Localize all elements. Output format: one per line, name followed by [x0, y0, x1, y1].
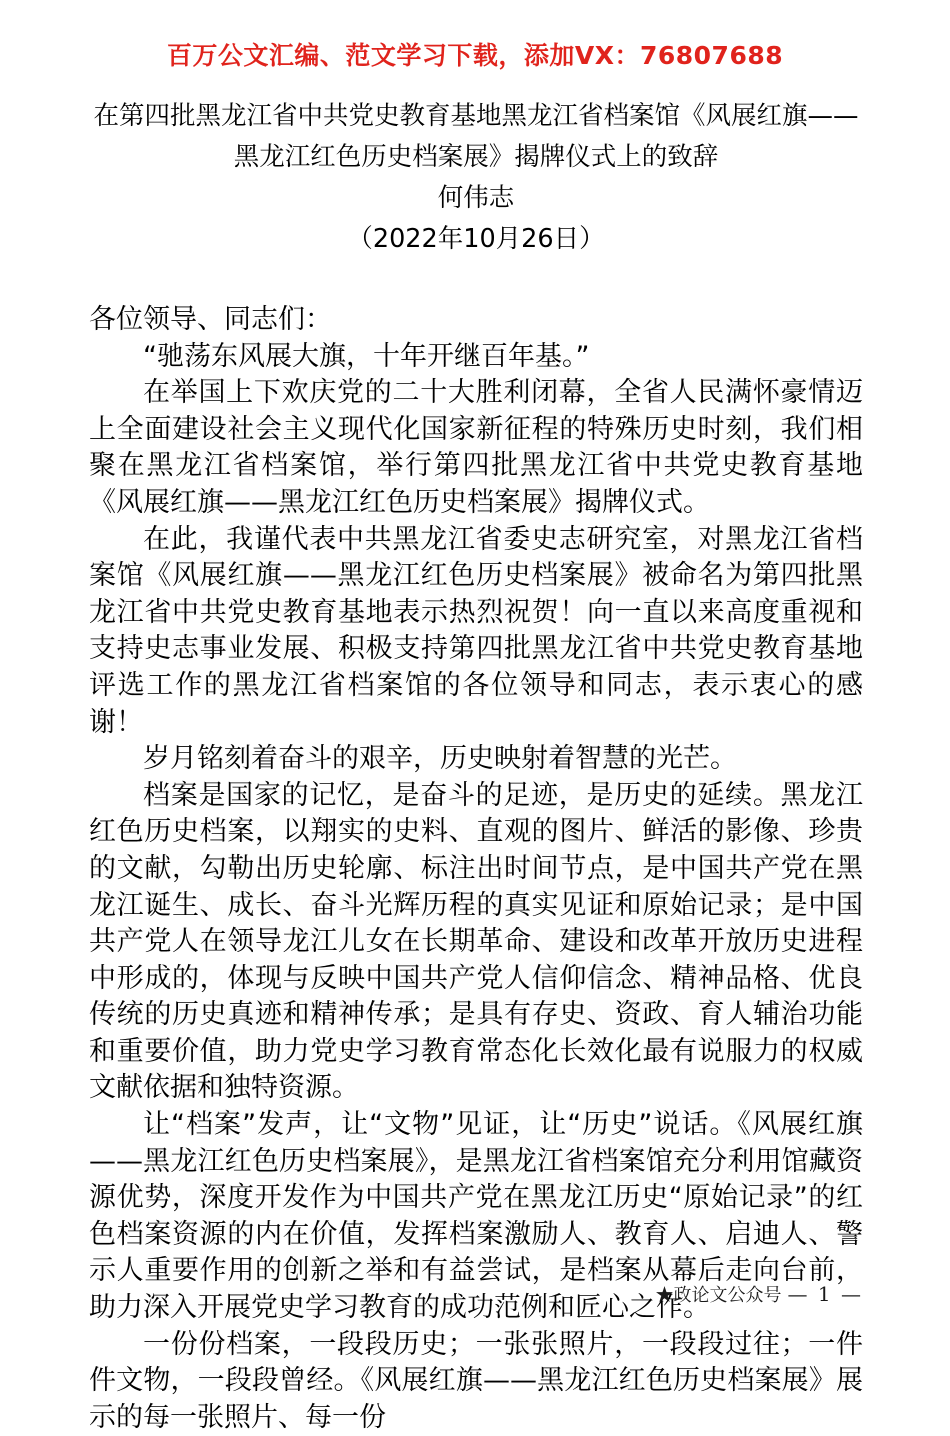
document-content [89, 96, 863, 1436]
footer-watermark: ★政论文公众号 [655, 1285, 782, 1306]
paragraph: 岁月铭刻着奋斗的艰辛，历史映射着智慧的光芒。 [143, 743, 737, 775]
paragraph: 在此，我谨代表中共黑龙江省委史志研究室，对黑龙江省档案馆《风展红旗——黑龙江红色历史档案展》被命名为第四批黑龙江省中共党史教育基地表示热烈祝贺！向一直以来高度重视和支持史志事业发展、积极支持第四批黑龙江省中共党史教育基地评选工作的黑龙江省档案馆的各位领导和同志，表示衷心的感谢！ [89, 523, 863, 738]
paragraph: “驰荡东风展大旗，十年开继百年基。” [143, 340, 590, 372]
paragraph: 在举国上下欢庆党的二十大胜利闭幕，全省人民满怀豪情迈上全面建设社会主义现代化国家新征程的特殊历史时刻，我们相聚在黑龙江省档案馆，举行第四批黑龙江省中共党史教育基地《风展红旗——黑龙江红色历史档案展》揭牌仪式。 [89, 377, 863, 518]
page-number: — 1 — [787, 1282, 863, 1306]
promo-banner: 百万公文汇编、范文学习下载，添加VX：76807688 [166, 41, 784, 70]
salutation: 各位领导、同志们： [89, 304, 332, 335]
page-footer [89, 1282, 863, 1308]
paragraph: 档案是国家的记忆，是奋斗的足迹，是历史的延续。黑龙江红色历史档案，以翔实的史料、直观的图片、鲜活的影像、珍贵的文献，勾勒出历史轮廓、标注出时间节点，是中国共产党在黑龙江诞生、成长、奋斗光辉历程的真实见证和原始记录；是中国共产党人在领导龙江儿女在长期革命、建设和改革开放历史进程中形成的，体现与反映中国共产党人信仰信念、精神品格、优良传统的历史真迹和精神传承；是具有存史、资政、育人辅治功能和重要价值，助力党史学习教育常态化长效化最有说服力的权威文献依据和独特资源。 [89, 779, 863, 1104]
paragraph: 一份份档案，一段段历史；一张张照片，一段段过往；一件件文物，一段段曾经。《风展红旗——黑龙江红色历史档案展》展示的每一张照片、每一份 [89, 1328, 863, 1433]
page-title: 在第四批黑龙江省中共党史教育基地黑龙江省档案馆《风展红旗——黑龙江红色历史档案展》揭牌仪式上的致辞 [93, 101, 859, 172]
title-body-spacer [89, 260, 863, 302]
document-author: 何伟志 [437, 183, 515, 213]
paragraph: 让“档案”发声，让“文物”见证，让“历史”说话。《风展红旗——黑龙江红色历史档案展》，是黑龙江省档案馆充分利用馆藏资源优势，深度开发作为中国共产党在黑龙江历史“原始记录”的红色档案资源的内在价值，发挥档案激励人、教育人、启迪人、警示人重要作用的创新之举和有益尝试，是档案从幕后走向台前，助力深入开展党史学习教育的成功范例和匠心之作。 [89, 1109, 863, 1324]
document-date: （2022年10月26日） [347, 224, 605, 254]
